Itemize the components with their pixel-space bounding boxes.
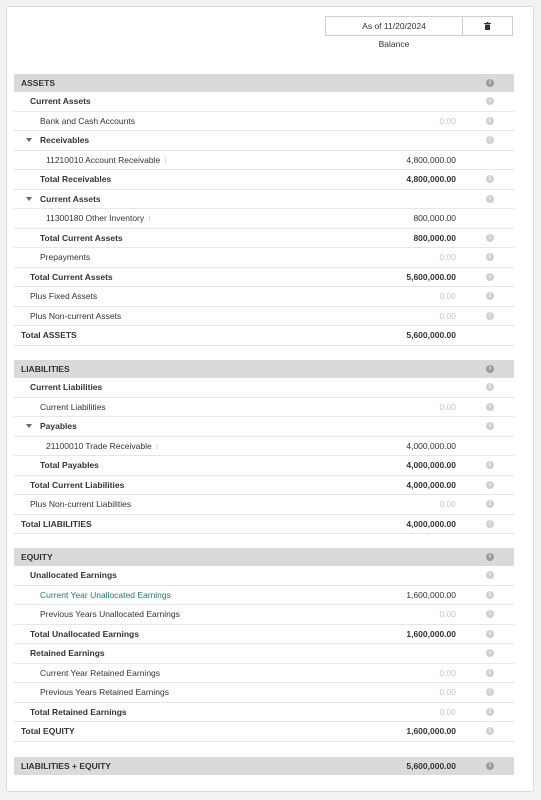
total-equity-row — [14, 722, 514, 742]
kebab-menu-icon[interactable]: ⁝ — [148, 214, 151, 224]
row-value: 0.00 — [439, 401, 456, 412]
row-value: 5,600,000.00 — [406, 761, 456, 771]
account-receivable-row[interactable] — [14, 151, 514, 171]
info-icon[interactable]: i — [486, 727, 494, 735]
row-label: Prepayments — [40, 252, 91, 263]
info-icon[interactable]: i — [486, 403, 494, 411]
info-icon[interactable]: i — [486, 312, 494, 320]
info-icon[interactable]: i — [486, 591, 494, 599]
info-icon[interactable]: i — [486, 136, 494, 144]
trade-receivable-row[interactable] — [14, 437, 514, 457]
info-icon[interactable]: i — [486, 195, 494, 203]
current-assets-sub-group[interactable] — [14, 190, 514, 210]
row-value: 1,600,000.00 — [406, 589, 456, 600]
noncurrent-assets-row[interactable] — [14, 307, 514, 327]
info-icon[interactable]: i — [486, 708, 494, 716]
info-icon[interactable]: i — [486, 97, 494, 105]
row-label: Total EQUITY — [21, 726, 75, 737]
group-label: Retained Earnings — [30, 648, 105, 659]
info-icon[interactable]: i — [486, 571, 494, 579]
row-label: 21100010 Trade Receivable ⁝ — [46, 440, 159, 451]
group-label: Payables — [40, 421, 77, 432]
caret-down-icon[interactable] — [26, 424, 32, 428]
row-label: Current Year Retained Earnings — [40, 667, 161, 678]
info-icon[interactable]: i — [486, 175, 494, 183]
row-value: 0.00 — [439, 706, 456, 717]
row-label: Total Receivables — [40, 174, 112, 185]
row-label: Previous Years Retained Earnings — [40, 687, 169, 698]
noncurrent-liabilities-row[interactable] — [14, 495, 514, 515]
row-link-label[interactable]: Current Year Unallocated Earnings — [40, 589, 171, 600]
liabilities-equity-total — [14, 757, 514, 775]
info-icon[interactable]: i — [486, 762, 494, 770]
info-icon[interactable]: i — [486, 117, 494, 125]
info-icon[interactable]: i — [486, 234, 494, 242]
section-title: EQUITY — [21, 552, 53, 562]
info-icon[interactable]: i — [486, 610, 494, 618]
info-icon[interactable]: i — [486, 461, 494, 469]
row-label: Current Liabilities — [40, 401, 106, 412]
kebab-menu-icon[interactable]: ⁝ — [155, 441, 159, 451]
report-header-controls — [325, 16, 513, 36]
section-title: ASSETS — [21, 78, 56, 88]
info-icon[interactable]: i — [486, 383, 494, 391]
row-label: Total Payables — [40, 460, 99, 471]
column-title: Balance — [378, 39, 410, 49]
row-value: 0.00 — [439, 252, 456, 263]
info-icon[interactable]: i — [486, 553, 494, 561]
current-year-unallocated-row[interactable] — [14, 586, 514, 606]
row-label: Plus Non-current Liabilities — [30, 499, 132, 510]
row-label: Total LIABILITIES — [21, 518, 92, 529]
row-value: 1,600,000.00 — [406, 726, 456, 737]
row-value: 0.00 — [439, 310, 456, 321]
group-label: Unallocated Earnings — [30, 570, 117, 581]
fixed-assets-row[interactable] — [14, 287, 514, 307]
row-value: 4,000,000.00 — [406, 440, 456, 451]
info-icon[interactable]: i — [486, 481, 494, 489]
row-label: Previous Years Unallocated Earnings — [40, 609, 180, 620]
liabilities-equity-row — [14, 757, 514, 775]
row-label: Total ASSETS — [21, 330, 77, 341]
info-icon[interactable]: i — [486, 688, 494, 696]
row-label: LIABILITIES + EQUITY — [21, 761, 111, 771]
row-value: 0.00 — [439, 499, 456, 510]
other-inventory-row[interactable] — [14, 209, 514, 229]
total-liabilities-row — [14, 515, 514, 535]
row-label: Plus Non-current Assets — [30, 310, 122, 321]
total-unallocated-row — [14, 625, 514, 645]
row-value: 4,800,000.00 — [406, 154, 456, 165]
info-icon[interactable]: i — [486, 520, 494, 528]
trash-icon — [484, 22, 491, 30]
bank-cash-row[interactable] — [14, 112, 514, 132]
row-value: 5,600,000.00 — [406, 271, 456, 282]
date-filter-button[interactable]: As of 11/20/2024 — [325, 16, 463, 36]
row-label: Total Unallocated Earnings — [30, 628, 139, 639]
info-icon[interactable]: i — [486, 422, 494, 430]
current-liabilities-row[interactable] — [14, 398, 514, 418]
group-label: Current Assets — [30, 96, 91, 107]
row-value: 800,000.00 — [413, 213, 456, 224]
total-receivables-row — [14, 170, 514, 190]
row-label: Bank and Cash Accounts — [40, 115, 135, 126]
previous-years-retained-row[interactable] — [14, 683, 514, 703]
assets-table — [14, 74, 514, 346]
row-label: Plus Fixed Assets — [30, 291, 98, 302]
row-label: Total Current Assets — [40, 232, 123, 243]
row-label: Total Current Liabilities — [30, 479, 125, 490]
info-icon[interactable]: i — [486, 500, 494, 508]
info-icon[interactable]: i — [486, 669, 494, 677]
row-value: 4,000,000.00 — [406, 479, 456, 490]
row-value: 0.00 — [439, 291, 456, 302]
total-payables-row — [14, 456, 514, 476]
current-year-retained-row[interactable] — [14, 664, 514, 684]
info-icon[interactable]: i — [486, 365, 494, 373]
row-label: 11300180 Other Inventory ⁝ — [46, 213, 151, 224]
group-label: Current Liabilities — [30, 382, 103, 393]
kebab-menu-icon[interactable]: ⁝ — [164, 155, 167, 165]
assets-section-header[interactable] — [14, 74, 514, 92]
row-label: Total Current Assets — [30, 271, 113, 282]
info-icon[interactable]: i — [486, 273, 494, 281]
total-current-assets-sub-row — [14, 229, 514, 249]
row-value: 0.00 — [439, 609, 456, 620]
group-label: Receivables — [40, 135, 90, 146]
total-assets-row — [14, 326, 514, 346]
row-value: 5,600,000.00 — [406, 330, 456, 341]
row-value: 0.00 — [439, 115, 456, 126]
equity-section-header[interactable] — [14, 548, 514, 566]
total-current-assets-row — [14, 268, 514, 288]
row-label: 11210010 Account Receivable ⁝ — [46, 154, 167, 165]
retained-earnings-group[interactable] — [14, 644, 514, 664]
receivables-group[interactable] — [14, 131, 514, 151]
previous-years-unallocated-row[interactable] — [14, 605, 514, 625]
row-value: 1,600,000.00 — [406, 628, 456, 639]
info-icon[interactable]: i — [486, 630, 494, 638]
caret-down-icon[interactable] — [26, 138, 32, 142]
section-title: LIABILITIES — [21, 364, 70, 374]
info-icon[interactable]: i — [486, 292, 494, 300]
row-value: 4,000,000.00 — [406, 518, 456, 529]
equity-table — [14, 548, 514, 742]
row-label: Total Retained Earnings — [30, 706, 127, 717]
info-icon[interactable]: i — [486, 253, 494, 261]
current-liabilities-group[interactable] — [14, 378, 514, 398]
liabilities-table — [14, 360, 514, 534]
unallocated-earnings-group[interactable] — [14, 566, 514, 586]
liabilities-section-header[interactable] — [14, 360, 514, 378]
row-value: 0.00 — [439, 667, 456, 678]
info-icon[interactable]: i — [486, 649, 494, 657]
row-value: 0.00 — [439, 687, 456, 698]
caret-down-icon[interactable] — [26, 197, 32, 201]
total-current-liabilities-row — [14, 476, 514, 496]
info-icon[interactable]: i — [486, 79, 494, 87]
row-value: 4,000,000.00 — [406, 460, 456, 471]
delete-column-button[interactable] — [463, 16, 513, 36]
payables-group[interactable] — [14, 417, 514, 437]
prepayments-row[interactable] — [14, 248, 514, 268]
group-label: Current Assets — [40, 193, 101, 204]
current-assets-group[interactable] — [14, 92, 514, 112]
row-value: 800,000.00 — [413, 232, 456, 243]
row-value: 4,800,000.00 — [406, 174, 456, 185]
total-retained-row — [14, 703, 514, 723]
